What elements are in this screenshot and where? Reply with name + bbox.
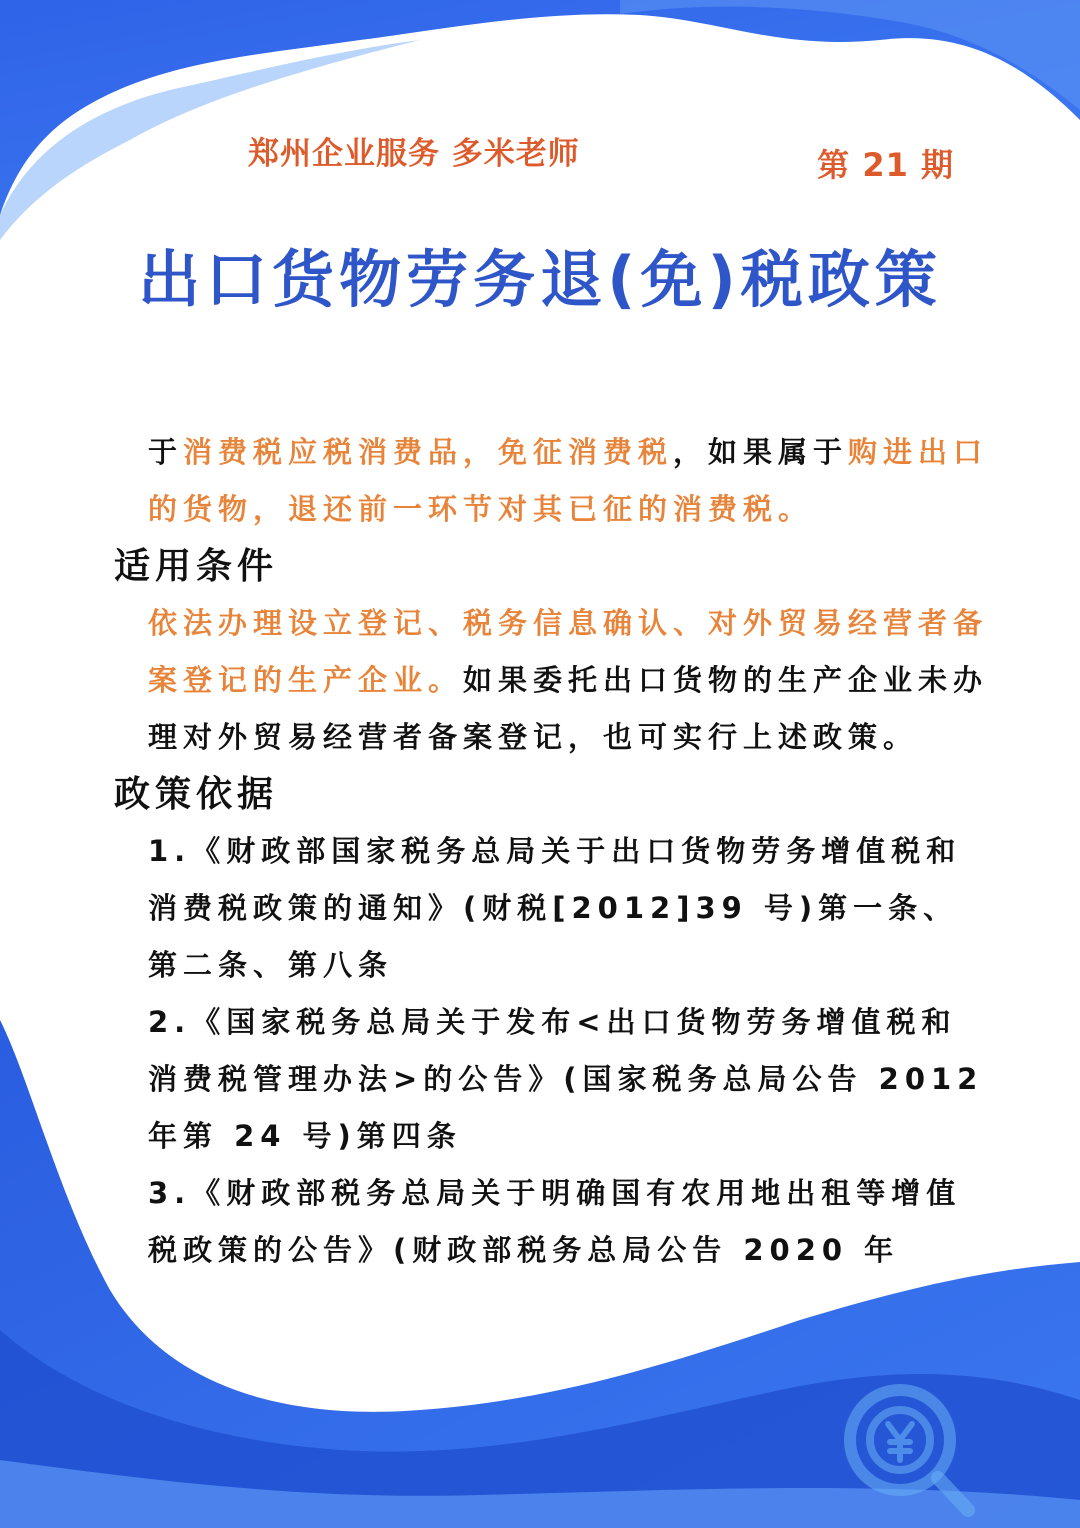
intro-paragraph xyxy=(148,424,990,538)
conditions-heading: 适用条件 xyxy=(114,546,279,587)
conditions-paragraph xyxy=(148,595,990,766)
basis-item: 1.《财政部国家税务总局关于出口货物劳务增值税和消费税政策的通知》(财税[2012]39 号)第一条、第二条、第八条 xyxy=(148,834,962,982)
article-body xyxy=(114,424,990,1279)
basis-heading: 政策依据 xyxy=(114,774,279,815)
conditions-text: 如果委托出口货物的生产企业未办理对外贸易经营者备案登记，也可实行上述政策。 xyxy=(148,663,989,754)
brand-name: 郑州企业服务 多米老师 xyxy=(248,136,580,172)
intro-text: 于 xyxy=(148,435,184,469)
intro-highlight: 消费税应税消费品，免征消费税 xyxy=(183,435,674,469)
intro-highlight: 购进出口的货物，退还前一环节对其已征的消费税。 xyxy=(148,435,989,526)
issue-number: 第 21 期 xyxy=(817,146,954,184)
page-title: 出口货物劳务退(免)税政策 xyxy=(138,243,942,316)
basis-item: 3.《财政部税务总局关于明确国有农用地出租等增值税政策的公告》(财政部税务总局公告 2020 年 xyxy=(148,1176,962,1267)
conditions-highlight: 依法办理设立登记、税务信息确认、对外贸易经营者备案登记的生产企业。 xyxy=(148,606,989,697)
basis-item: 2.《国家税务总局关于发布<出口货物劳务增值税和消费税管理办法>的公告》(国家税务总局公告 2012 年第 24 号)第四条 xyxy=(148,1005,984,1153)
intro-text: ，如果属于 xyxy=(673,435,849,469)
yen-magnifier-icon xyxy=(838,1380,988,1528)
header xyxy=(248,128,954,186)
